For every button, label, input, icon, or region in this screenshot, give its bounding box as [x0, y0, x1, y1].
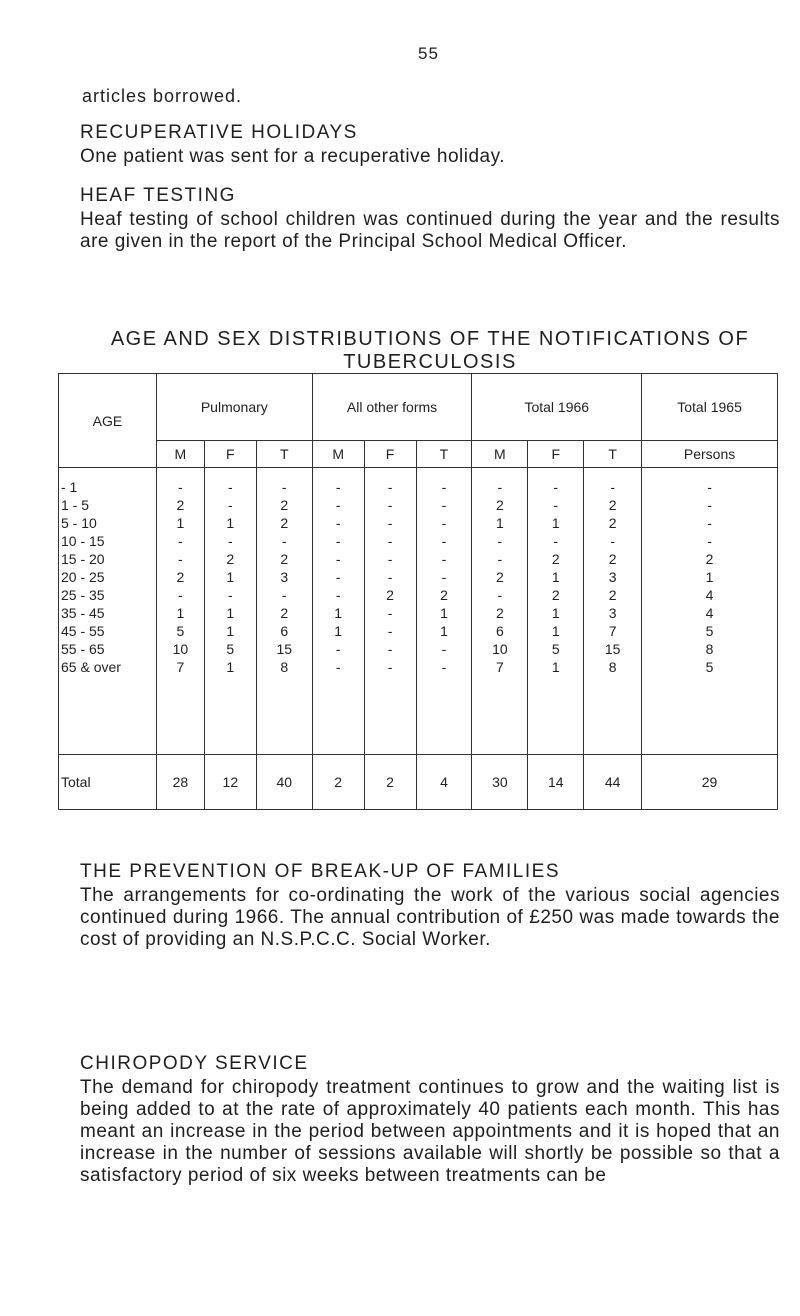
sub-header-t: T	[416, 441, 472, 468]
pulmonary-male-column	[156, 468, 204, 755]
table-title	[60, 328, 800, 374]
table-cell: 8	[280, 659, 289, 675]
table-cell: -	[281, 479, 287, 495]
table-cell: 1	[551, 623, 560, 639]
total-cell: 44	[584, 755, 642, 810]
table-cell: 2	[608, 515, 617, 531]
heaf-text: Heaf testing of school children was continued during the year and the results are given in the report of the Principal School Medical Officer.	[80, 209, 780, 252]
col-age-header: AGE	[59, 374, 157, 468]
table-cell: 2	[280, 497, 289, 513]
table-cell: 5	[705, 659, 714, 675]
table-cell: -	[387, 551, 393, 567]
table-cell: 7	[608, 623, 617, 639]
total-cell: 14	[528, 755, 584, 810]
table-cell: -	[335, 497, 341, 513]
other-female-column	[364, 468, 416, 755]
table-cell: 8	[705, 641, 714, 657]
total-1965-persons-column	[642, 468, 778, 755]
table-cell: -	[387, 515, 393, 531]
table-cell: -	[441, 641, 447, 657]
sub-header-m: M	[156, 441, 204, 468]
table-title-line1: AGE AND SEX DISTRIBUTIONS OF THE NOTIFICATIONS OF	[110, 328, 750, 350]
table-title-line2: TUBERCULOSIS	[343, 351, 517, 373]
col-all-other-header: All other forms	[312, 374, 472, 441]
col-total-1966-header: Total 1966	[472, 374, 642, 441]
table-cell: 5	[176, 623, 185, 639]
table-cell: 8	[608, 659, 617, 675]
table-cell: -	[335, 551, 341, 567]
intro-text: articles borrowed.	[82, 86, 243, 106]
total-cell: 40	[256, 755, 312, 810]
table-cell: 2	[495, 497, 504, 513]
table-cell: -	[178, 587, 183, 603]
table-cell: 15	[276, 641, 293, 657]
table-cell: -	[178, 533, 183, 549]
table-cell: -	[387, 479, 393, 495]
table-cell: -	[335, 659, 341, 675]
total-cell: 4	[416, 755, 472, 810]
table-cell: -	[707, 533, 712, 549]
table-cell: -	[553, 533, 559, 549]
tuberculosis-table	[58, 373, 778, 810]
table-cell: -	[610, 479, 615, 495]
age-group-label: 5 - 10	[61, 515, 97, 531]
table-cell: 1	[440, 623, 448, 639]
table-cell: 2	[226, 551, 235, 567]
table-cell: 1	[226, 623, 235, 639]
table-cell: 2	[608, 497, 617, 513]
age-group-label: 15 - 20	[61, 551, 105, 567]
table-cell: -	[281, 533, 287, 549]
table-cell: 1	[551, 605, 560, 621]
prevention-heading: THE PREVENTION OF BREAK-UP OF FAMILIES	[80, 861, 561, 882]
table-cell: -	[707, 479, 712, 495]
chiropody-heading: CHIROPODY SERVICE	[80, 1053, 309, 1074]
table-cell: -	[610, 533, 615, 549]
total-cell: 29	[642, 755, 778, 810]
table-cell: -	[387, 641, 393, 657]
total-cell: 28	[156, 755, 204, 810]
table-cell: -	[441, 551, 447, 567]
total-cell: 2	[364, 755, 416, 810]
col-total-1965-header: Total 1965	[642, 374, 778, 441]
table-cell: 1	[440, 605, 448, 621]
table-cell: 7	[495, 659, 504, 675]
table-cell: 1	[551, 569, 560, 585]
table-cell: 2	[551, 587, 560, 603]
age-group-label: 1 - 5	[61, 497, 90, 513]
table-cell: -	[227, 479, 233, 495]
table-cell: -	[441, 479, 447, 495]
table-cell: -	[387, 569, 393, 585]
table-cell: -	[553, 479, 559, 495]
table-cell: 2	[440, 587, 448, 603]
table-cell: 2	[705, 551, 714, 567]
table-cell: 10	[492, 641, 508, 657]
table-cell: -	[227, 533, 233, 549]
sub-header-m: M	[472, 441, 528, 468]
table-cell: 5	[226, 641, 235, 657]
table-cell: -	[497, 587, 503, 603]
table-cell: -	[387, 533, 393, 549]
table-cell: -	[441, 659, 447, 675]
table-cell: -	[335, 515, 341, 531]
table-cell: -	[497, 479, 503, 495]
total-1966-total-column	[584, 468, 642, 755]
totals-row	[59, 755, 778, 810]
total-1966-male-column	[472, 468, 528, 755]
prevention-text: The arrangements for co-ordinating the work of the various social agencies continued during 1966. The annual contribution of £250 was made towards the cost of providing an N.S.P.C.C. Social Worker.	[80, 885, 780, 950]
sub-header-m: M	[312, 441, 364, 468]
pulmonary-female-column	[204, 468, 256, 755]
table-cell: -	[227, 587, 233, 603]
table-cell: -	[387, 605, 393, 621]
table-cell: 10	[172, 641, 189, 657]
table-cell: 1	[226, 605, 235, 621]
table-cell: -	[441, 497, 447, 513]
table-cell: 1	[551, 515, 560, 531]
table-cell: 3	[608, 569, 617, 585]
total-cell: 2	[312, 755, 364, 810]
table-cell: 5	[705, 623, 714, 639]
table-cell: -	[178, 551, 183, 567]
table-cell: 2	[176, 497, 185, 513]
table-cell: 6	[495, 623, 504, 639]
table-cell: 3	[608, 605, 617, 621]
table-cell: -	[707, 497, 712, 513]
pulmonary-total-column	[256, 468, 312, 755]
table-cell: 2	[280, 551, 289, 567]
sub-header-f: F	[528, 441, 584, 468]
total-cell: 12	[204, 755, 256, 810]
sub-header-f: F	[364, 441, 416, 468]
table-cell: -	[441, 515, 447, 531]
heaf-heading: HEAF TESTING	[80, 185, 236, 206]
table-cell: -	[497, 533, 503, 549]
table-cell: 2	[280, 515, 289, 531]
table-cell: -	[387, 497, 393, 513]
page-number: 55	[418, 44, 439, 63]
col-pulmonary-header: Pulmonary	[156, 374, 312, 441]
table-cell: 2	[386, 587, 394, 603]
recuperative-text: One patient was sent for a recuperative holiday.	[80, 146, 505, 167]
table-cell: 2	[608, 551, 617, 567]
recuperative-heading: RECUPERATIVE HOLIDAYS	[80, 122, 358, 143]
age-group-label: 45 - 55	[61, 623, 105, 639]
table-cell: -	[497, 551, 503, 567]
sub-header-persons: Persons	[642, 441, 778, 468]
table-cell: 7	[176, 659, 185, 675]
table-cell: 5	[551, 641, 560, 657]
table-cell: 6	[280, 623, 289, 639]
table-cell: 1	[226, 569, 235, 585]
total-cell: 30	[472, 755, 528, 810]
table-cell: 1	[705, 569, 714, 585]
table-cell: 2	[495, 569, 504, 585]
table-cell: -	[281, 587, 287, 603]
table-cell: 2	[608, 587, 617, 603]
table-cell: -	[227, 497, 233, 513]
table-cell: -	[441, 533, 447, 549]
age-group-label: 10 - 15	[61, 533, 105, 549]
table-cell: 1	[495, 515, 504, 531]
table-cell: 1	[226, 515, 235, 531]
table-cell: -	[387, 623, 393, 639]
table-cell: -	[441, 569, 447, 585]
age-group-label: 65 & over	[61, 659, 121, 675]
table-cell: 2	[176, 569, 185, 585]
sub-header-t: T	[256, 441, 312, 468]
age-group-label: 55 - 65	[61, 641, 105, 657]
table-cell: -	[335, 479, 341, 495]
table-cell: 2	[551, 551, 560, 567]
age-group-label: 35 - 45	[61, 605, 105, 621]
table-cell: 15	[604, 641, 621, 657]
table-cell: -	[335, 569, 341, 585]
age-group-column	[59, 468, 157, 755]
totals-label: Total	[59, 755, 157, 810]
age-group-label: 25 - 35	[61, 587, 105, 603]
chiropody-text: The demand for chiropody treatment continues to grow and the waiting list is being added to at the rate of approximately 40 patients each month. This has meant an increase in the period between appointments and it is hoped that an increase in the number of sessions available will shortly be possible so that a satisfactory period of six weeks between treatments can be	[80, 1077, 780, 1186]
age-group-label: 20 - 25	[61, 569, 105, 585]
other-total-column	[416, 468, 472, 755]
table-cell: 4	[705, 605, 714, 621]
table-cell: -	[335, 587, 341, 603]
table-cell: -	[553, 497, 559, 513]
table-cell: 2	[280, 605, 289, 621]
age-group-label: - 1	[61, 479, 78, 495]
total-1966-female-column	[528, 468, 584, 755]
sub-header-t: T	[584, 441, 642, 468]
other-male-column	[312, 468, 364, 755]
table-cell: -	[707, 515, 712, 531]
sub-header-f: F	[204, 441, 256, 468]
table-cell: -	[387, 659, 393, 675]
table-cell: 1	[551, 659, 560, 675]
table-cell: 1	[176, 605, 185, 621]
table-cell: 1	[334, 605, 343, 621]
table-cell: 1	[226, 659, 235, 675]
table-cell: -	[178, 479, 183, 495]
table-cell: 4	[705, 587, 714, 603]
table-cell: 1	[176, 515, 185, 531]
table-cell: 1	[334, 623, 343, 639]
table-cell: 2	[495, 605, 504, 621]
table-cell: 3	[280, 569, 289, 585]
table-cell: -	[335, 533, 341, 549]
table-cell: -	[335, 641, 341, 657]
